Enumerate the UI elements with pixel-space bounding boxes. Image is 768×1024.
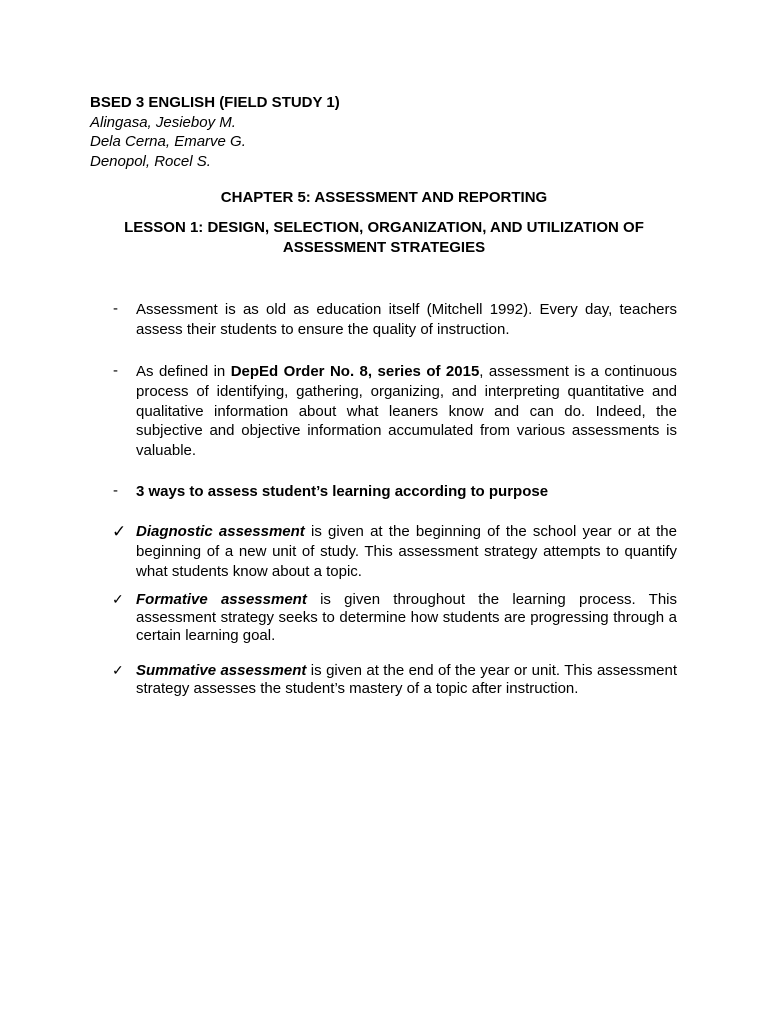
assessment-term: Formative assessment xyxy=(136,591,307,608)
dash-bullet: - xyxy=(113,482,118,499)
document-header xyxy=(90,93,340,171)
checkmark-icon: ✓ xyxy=(112,522,127,541)
lesson-title: LESSON 1: DESIGN, SELECTION, ORGANIZATION, AND UTILIZATION OF ASSESSMENT STRATEGIES xyxy=(124,219,644,256)
author-name: Alingasa, Jesieboy M. xyxy=(90,113,236,131)
text-run: is given at the end of the year or unit. This assessment strategy assesses the student’s mastery of a topic after instruction. xyxy=(136,662,677,697)
check-text xyxy=(136,662,677,698)
bullet-text xyxy=(136,362,677,461)
course-title: BSED 3 ENGLISH (FIELD STUDY 1) xyxy=(90,94,340,111)
dash-bullet: - xyxy=(113,300,118,317)
check-text xyxy=(136,591,677,645)
assessment-term: Summative assessment xyxy=(136,662,307,679)
assessment-term: Diagnostic assessment xyxy=(136,523,305,540)
text-run: , assessment is a continuous process of identifying, gathering, organizing, and interpreting quantitative and qualitative information about what leaners know and can do. Indeed, the subjective and objective information accumulated from various assessments is valuable. xyxy=(136,363,677,460)
chapter-title: CHAPTER 5: ASSESSMENT AND REPORTING xyxy=(220,189,548,206)
checkmark-icon: ✓ xyxy=(112,591,124,607)
text-run: is given at the beginning of the school year or at the beginning of a new unit of study. This assessment strategy attempts to quantify what students know about a topic. xyxy=(136,523,677,580)
text-run: As defined in xyxy=(136,363,231,380)
checkmark-icon: ✓ xyxy=(112,662,124,678)
bullet-text: 3 ways to assess student’s learning according to purpose xyxy=(136,483,549,500)
check-text xyxy=(136,522,677,581)
dash-bullet: - xyxy=(113,362,118,379)
text-run: is given throughout the learning process. This assessment strategy seeks to determine how students are progressing through a certain learning goal. xyxy=(136,591,678,644)
author-name: Dela Cerna, Emarve G. xyxy=(90,133,246,150)
author-name: Denopol, Rocel S. xyxy=(90,152,211,170)
deped-order-reference: DepEd Order No. 8, series of 2015 xyxy=(230,363,480,380)
bullet-text: Assessment is as old as education itself (Mitchell 1992). Every day, teachers assess their students to ensure the quality of instruction. xyxy=(136,301,677,338)
